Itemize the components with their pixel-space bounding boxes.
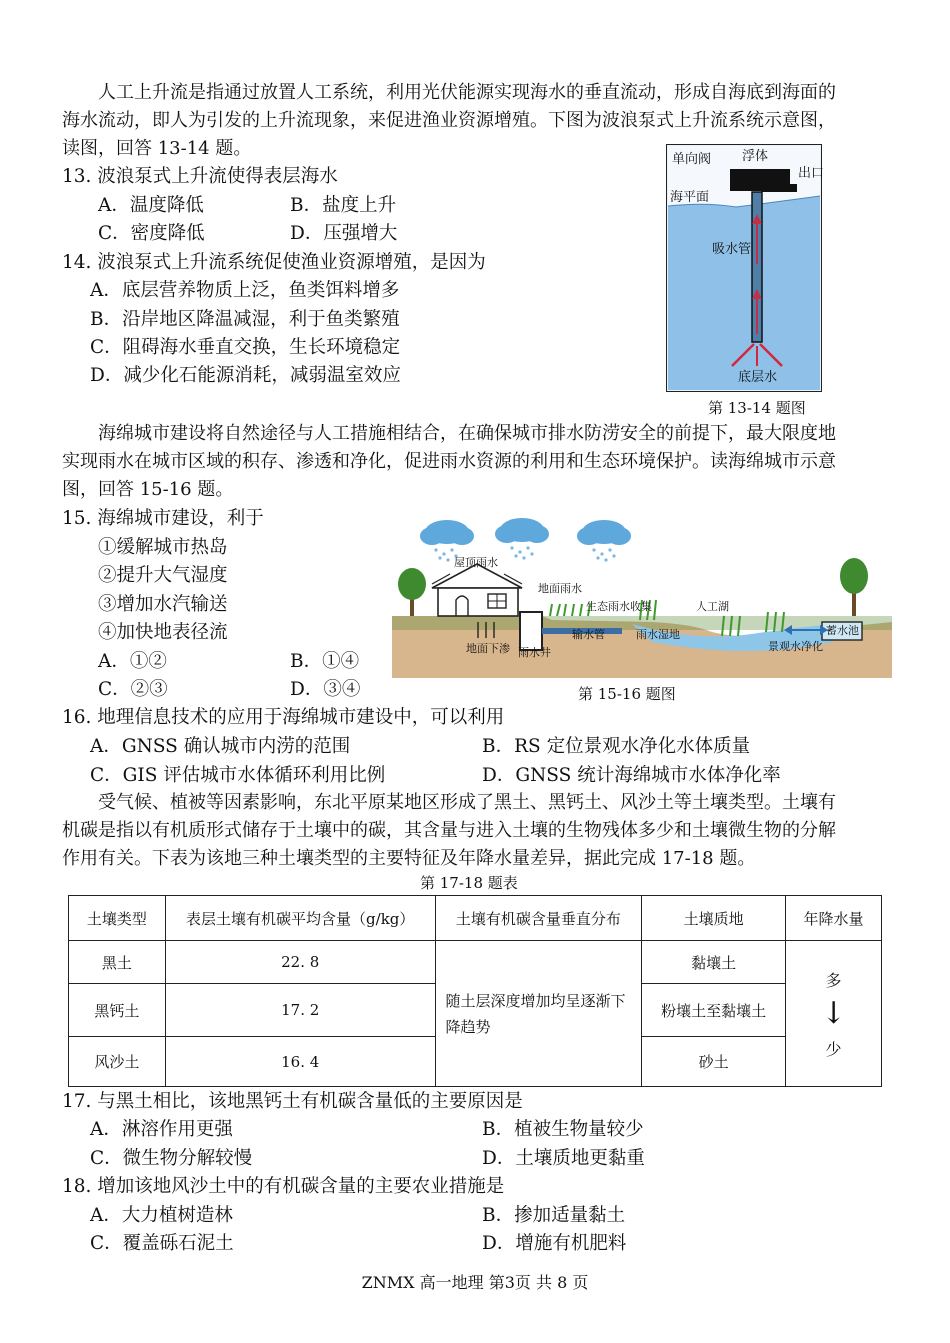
pipe-label: 吸水管: [712, 242, 752, 257]
question-16-stem: 16. 地理信息技术的应用于海绵城市建设中，可以利用: [62, 707, 505, 728]
q18-option-d[interactable]: D．增施有机肥料: [482, 1233, 627, 1254]
q15-item-1: ①缓解城市热岛: [98, 537, 228, 558]
question-15-stem: 15. 海绵城市建设，利于: [62, 508, 264, 529]
page-footer: ZNMX 高一地理 第3页 共 8 页: [361, 1273, 589, 1292]
q15-item-3: ③增加水汽输送: [98, 594, 228, 615]
arrow-down-icon: ↓: [820, 995, 847, 1031]
table-cell: 黑土: [69, 941, 166, 984]
eco-collect-label: 生态雨水收集: [586, 600, 652, 613]
q15-option-d[interactable]: D．③④: [290, 679, 361, 700]
text-line: 人工上升流是指通过放置人工系统，利用光伏能源实现海水的垂直流动，形成自海底到海面的: [98, 82, 836, 103]
sea-level-label: 海平面: [670, 190, 710, 205]
valve-label: 单向阀: [672, 152, 712, 167]
table-cell: 粉壤土至黏壤土: [642, 984, 786, 1037]
figure-13-14-caption: 第 13-14 题图: [708, 399, 806, 417]
table-cell: 风沙土: [69, 1037, 166, 1087]
bottom-water-label: 底层水: [738, 370, 778, 385]
roof-rain-label: 屋顶雨水: [454, 556, 498, 569]
q14-option-d[interactable]: D．减少化石能源消耗，减弱温室效应: [90, 365, 401, 386]
text-line: 海水流动，即人为引发的上升流现象，来促进渔业资源增殖。下图为波浪泵式上升流系统示意图，: [62, 110, 836, 131]
q15-option-a[interactable]: A．①②: [98, 651, 167, 672]
table-header: 表层土壤有机碳平均含量（g/kg）: [165, 896, 435, 941]
table-header-row: [69, 896, 882, 941]
table-cell: 22. 8: [165, 941, 435, 984]
table-row: [69, 941, 882, 984]
q18-option-b[interactable]: B．掺加适量黏土: [482, 1205, 626, 1226]
q14-option-c[interactable]: C．阻碍海水垂直交换，生长环境稳定: [90, 337, 401, 358]
table-cell: 黑钙土: [69, 984, 166, 1037]
table-caption: 第 17-18 题表: [420, 874, 518, 892]
rain-less: 少: [825, 1039, 842, 1059]
text-line: 机碳是指以有机质形式储存于土壤中的碳，其含量与进入土壤的生物残体多少和土壤微生物的分解: [62, 820, 836, 841]
float-label: 浮体: [742, 149, 769, 164]
vertical-distribution-cell: 随土层深度增加均呈逐渐下降趋势: [435, 941, 642, 1087]
text-line: 图，回答 15-16 题。: [62, 479, 234, 500]
table-cell: 16. 4: [165, 1037, 435, 1087]
upwelling-figure: [666, 144, 825, 392]
q17-option-a[interactable]: A．淋溶作用更强: [90, 1119, 233, 1140]
q15-option-c[interactable]: C．②③: [98, 679, 168, 700]
pipe-label: 输水管: [572, 628, 605, 641]
purify-label: 景观水净化: [768, 640, 823, 653]
question-14-stem: 14. 波浪泵式上升流系统促使渔业资源增殖，是因为: [62, 252, 486, 273]
q18-option-a[interactable]: A．大力植树造林: [90, 1205, 233, 1226]
q16-option-c[interactable]: C．GIS 评估城市水体循环利用比例: [90, 765, 386, 786]
question-17-stem: 17. 与黑土相比，该地黑钙土有机碳含量低的主要原因是: [62, 1091, 523, 1112]
q16-option-d[interactable]: D．GNSS 统计海绵城市水体净化率: [482, 765, 781, 786]
pool-label: 蓄水池: [826, 624, 859, 637]
table-cell: 黏壤土: [642, 941, 786, 984]
well-label: 雨水井: [518, 646, 551, 659]
table-cell: 砂土: [642, 1037, 786, 1087]
text-line: 实现雨水在城市区域的积存、渗透和净化，促进雨水资源的利用和生态环境保护。读海绵城市示意: [62, 451, 836, 472]
q14-option-b[interactable]: B．沿岸地区降温减湿，利于鱼类繁殖: [90, 309, 400, 330]
artificial-lake-label: 人工湖: [696, 600, 729, 613]
q17-option-c[interactable]: C．微生物分解较慢: [90, 1148, 253, 1169]
infiltration-label: 地面下渗: [466, 642, 510, 655]
text-line: 作用有关。下表为该地三种土壤类型的主要特征及年降水量差异，据此完成 17-18 题。: [62, 848, 756, 869]
table-cell: 17. 2: [165, 984, 435, 1037]
wetland-label: 雨水湿地: [636, 628, 680, 641]
q14-option-a[interactable]: A．底层营养物质上泛，鱼类饵料增多: [90, 280, 400, 301]
q15-item-4: ④加快地表径流: [98, 622, 228, 643]
question-13-stem: 13. 波浪泵式上升流使得表层海水: [62, 166, 338, 187]
figure-15-16-caption: 第 15-16 题图: [578, 685, 676, 703]
question-18-stem: 18. 增加该地风沙土中的有机碳含量的主要农业措施是: [62, 1176, 505, 1197]
q13-option-b[interactable]: B．盐度上升: [290, 195, 397, 216]
sponge-city-figure: [392, 512, 892, 678]
q16-option-b[interactable]: B．RS 定位景观水净化水体质量: [482, 736, 751, 757]
q16-option-a[interactable]: A．GNSS 确认城市内涝的范围: [90, 736, 351, 757]
ground-rain-label: 地面雨水: [538, 582, 582, 595]
q13-option-c[interactable]: C．密度降低: [98, 223, 205, 244]
table-header: 土壤类型: [69, 896, 166, 941]
table-header: 年降水量: [786, 896, 882, 941]
q17-option-b[interactable]: B．植被生物量较少: [482, 1119, 644, 1140]
table-header: 土壤有机碳含量垂直分布: [435, 896, 642, 941]
soil-table: [68, 895, 882, 1087]
text-line: 读图，回答 13-14 题。: [62, 138, 252, 159]
q15-item-2: ②提升大气湿度: [98, 565, 228, 586]
q18-option-c[interactable]: C．覆盖砾石泥土: [90, 1233, 234, 1254]
q15-option-b[interactable]: B．①④: [290, 651, 360, 672]
rainfall-cell: [786, 941, 882, 1087]
q17-option-d[interactable]: D．土壤质地更黏重: [482, 1148, 645, 1169]
q13-option-d[interactable]: D．压强增大: [290, 223, 398, 244]
text-line: 受气候、植被等因素影响，东北平原某地区形成了黑土、黑钙土、风沙土等土壤类型。土壤有: [98, 792, 836, 813]
outlet-label: 出口: [798, 166, 825, 181]
q13-option-a[interactable]: A．温度降低: [98, 195, 204, 216]
text-line: 海绵城市建设将自然途径与人工措施相结合，在确保城市排水防涝安全的前提下，最大限度地: [98, 423, 836, 444]
rain-more: 多: [825, 970, 842, 990]
table-header: 土壤质地: [642, 896, 786, 941]
